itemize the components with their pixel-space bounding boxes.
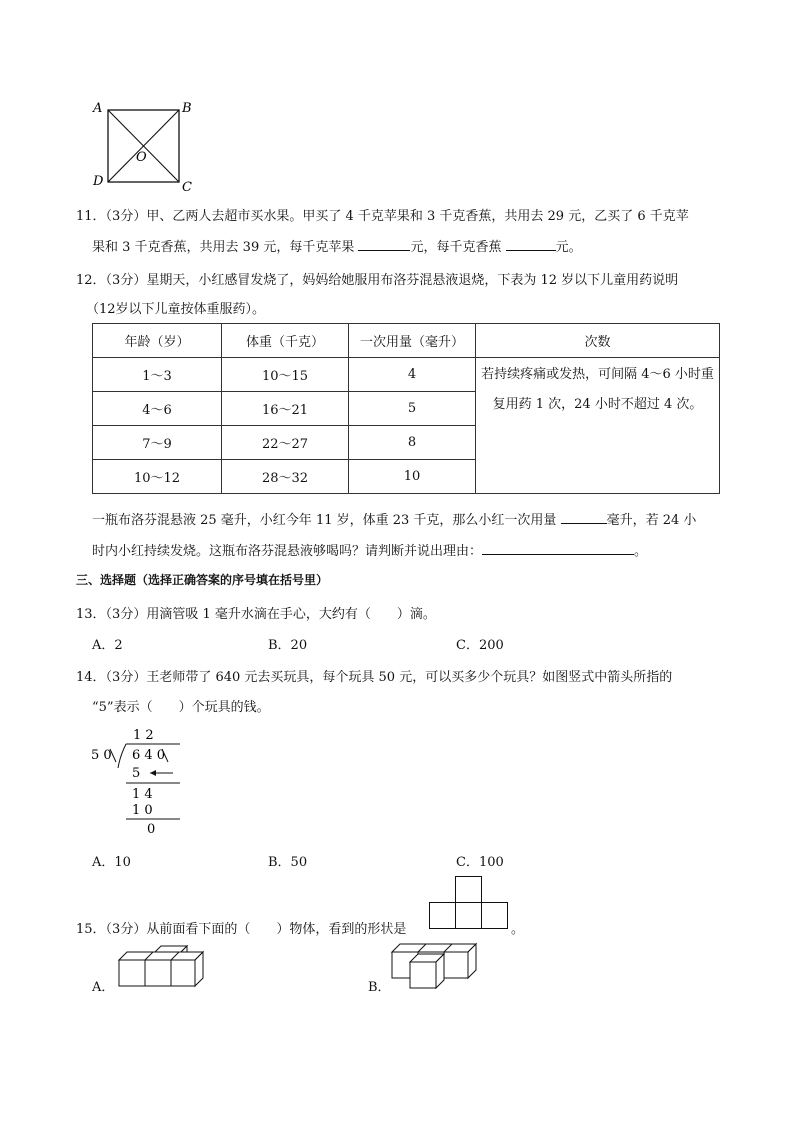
- division-step2: 1 4: [132, 787, 153, 802]
- q14-option-a[interactable]: A．10: [92, 855, 131, 870]
- q12-after2-b: 。: [634, 544, 648, 559]
- table-header-row: [93, 324, 720, 358]
- table-cell: 4～6: [93, 392, 222, 426]
- q11-line2-a: 果和 3 千克香蕉，共用去 39 元，每千克苹果: [92, 240, 359, 255]
- q12-after1-a: 一瓶布洛芬混悬液 25 毫升，小红今年 11 岁，体重 23 千克，那么小红一次用量: [92, 513, 561, 528]
- q13-option-b[interactable]: B．20: [268, 638, 308, 653]
- table-cell: 1～3: [93, 358, 222, 392]
- q12-after2: [92, 540, 647, 559]
- front-view-top-square: [456, 877, 482, 903]
- q15-option-b-label[interactable]: B．: [368, 980, 391, 995]
- front-view-bottom-left: [430, 903, 456, 929]
- q12-after2-a: 时内小红持续发烧。这瓶布洛芬混悬液够喝吗？请判断并说出理由：: [92, 544, 483, 559]
- q13-option-c[interactable]: C．200: [456, 638, 504, 653]
- q12-line2: （12岁以下儿童按体重服药）。: [86, 302, 266, 317]
- q15-option-b-solid[interactable]: [388, 938, 484, 990]
- q15-stem-b: 。: [511, 922, 525, 937]
- division-step3: 1 0: [132, 803, 153, 818]
- division-dividend: 6 4 0: [132, 748, 166, 763]
- q11-blank-apple[interactable]: [358, 236, 410, 251]
- table-cell: 10～15: [222, 358, 349, 392]
- table-cell: 7～9: [93, 426, 222, 460]
- table-row: [93, 358, 720, 392]
- division-remainder: 0: [147, 822, 156, 837]
- division-divisor: 5 0: [91, 748, 112, 763]
- q12-blank-dose[interactable]: [561, 509, 607, 524]
- front-view-bottom-right: [482, 903, 508, 929]
- q13-stem: 13．（3分）用滴管吸 1 毫升水滴在手心，大约有（ ）滴。: [76, 607, 436, 622]
- q11-line2-b: 元，每千克香蕉: [410, 240, 506, 255]
- table-header: 一次用量（毫升）: [349, 324, 476, 358]
- table-header: 年龄（岁）: [93, 324, 222, 358]
- q12-blank-reason[interactable]: [482, 540, 634, 555]
- q12-after1-b: 毫升，若 24 小: [606, 513, 697, 528]
- label-d: D: [93, 174, 104, 189]
- table-cell: 28～32: [222, 460, 349, 494]
- q15-option-a-label[interactable]: A．: [92, 980, 115, 995]
- front-view-bottom-middle: [456, 903, 482, 929]
- q14-line2: “5”表示（ ）个玩具的钱。: [92, 700, 270, 715]
- label-a: A: [93, 101, 103, 116]
- division-bracket: [118, 744, 126, 768]
- q13-option-a[interactable]: A．2: [92, 638, 123, 653]
- q11-blank-banana[interactable]: [506, 236, 556, 251]
- q12-after1: [92, 509, 696, 528]
- q11-line2-c: 元。: [555, 240, 582, 255]
- q12-line1: 12．（3分）星期天，小红感冒发烧了，妈妈给她服用布洛芬混悬液退烧，下表为 12 岁以下儿童用药说明: [76, 273, 679, 288]
- table-header: 体重（千克）: [222, 324, 349, 358]
- label-o: O: [136, 150, 147, 165]
- table-cell: 22～27: [222, 426, 349, 460]
- square-figure: [90, 100, 200, 195]
- table-note-cell: 若持续疼痛或发热，可间隔 4～6 小时重复用药 1 次，24 小时不超过 4 次。: [476, 358, 720, 494]
- division-step1: 5: [132, 766, 141, 781]
- q11-line1: 11．（3分）甲、乙两人去超市买水果。甲买了 4 千克苹果和 3 千克香蕉，共用去 29 元，乙买了 6 千克苹: [76, 209, 689, 224]
- table-cell: 16～21: [222, 392, 349, 426]
- table-cell: 10～12: [93, 460, 222, 494]
- q14-option-c[interactable]: C．100: [456, 855, 504, 870]
- q15-option-a-solid[interactable]: [116, 940, 212, 990]
- table-cell: 4: [349, 358, 476, 392]
- table-header: 次数: [476, 324, 720, 358]
- front-view-shape: [428, 876, 510, 932]
- q14-option-b[interactable]: B．50: [268, 855, 308, 870]
- medicine-table: [92, 323, 720, 494]
- label-c: C: [182, 180, 192, 195]
- division-quotient: 1 2: [133, 728, 154, 743]
- long-division-figure: [88, 724, 198, 839]
- table-cell: 8: [349, 426, 476, 460]
- section3-title: 三、选择题（选择正确答案的序号填在括号里）: [76, 573, 329, 587]
- arrow-head: [150, 770, 156, 776]
- label-b: B: [182, 101, 192, 116]
- table-cell: 10: [349, 460, 476, 494]
- q15-stem-a: 15．（3分）从前面看下面的（ ）物体，看到的形状是: [76, 922, 407, 937]
- table-cell: 5: [349, 392, 476, 426]
- q11-line2: [92, 236, 582, 255]
- q14-line1: 14．（3分）王老师带了 640 元去买玩具，每个玩具 50 元，可以买多少个玩具？如图竖式中箭头所指的: [76, 670, 673, 685]
